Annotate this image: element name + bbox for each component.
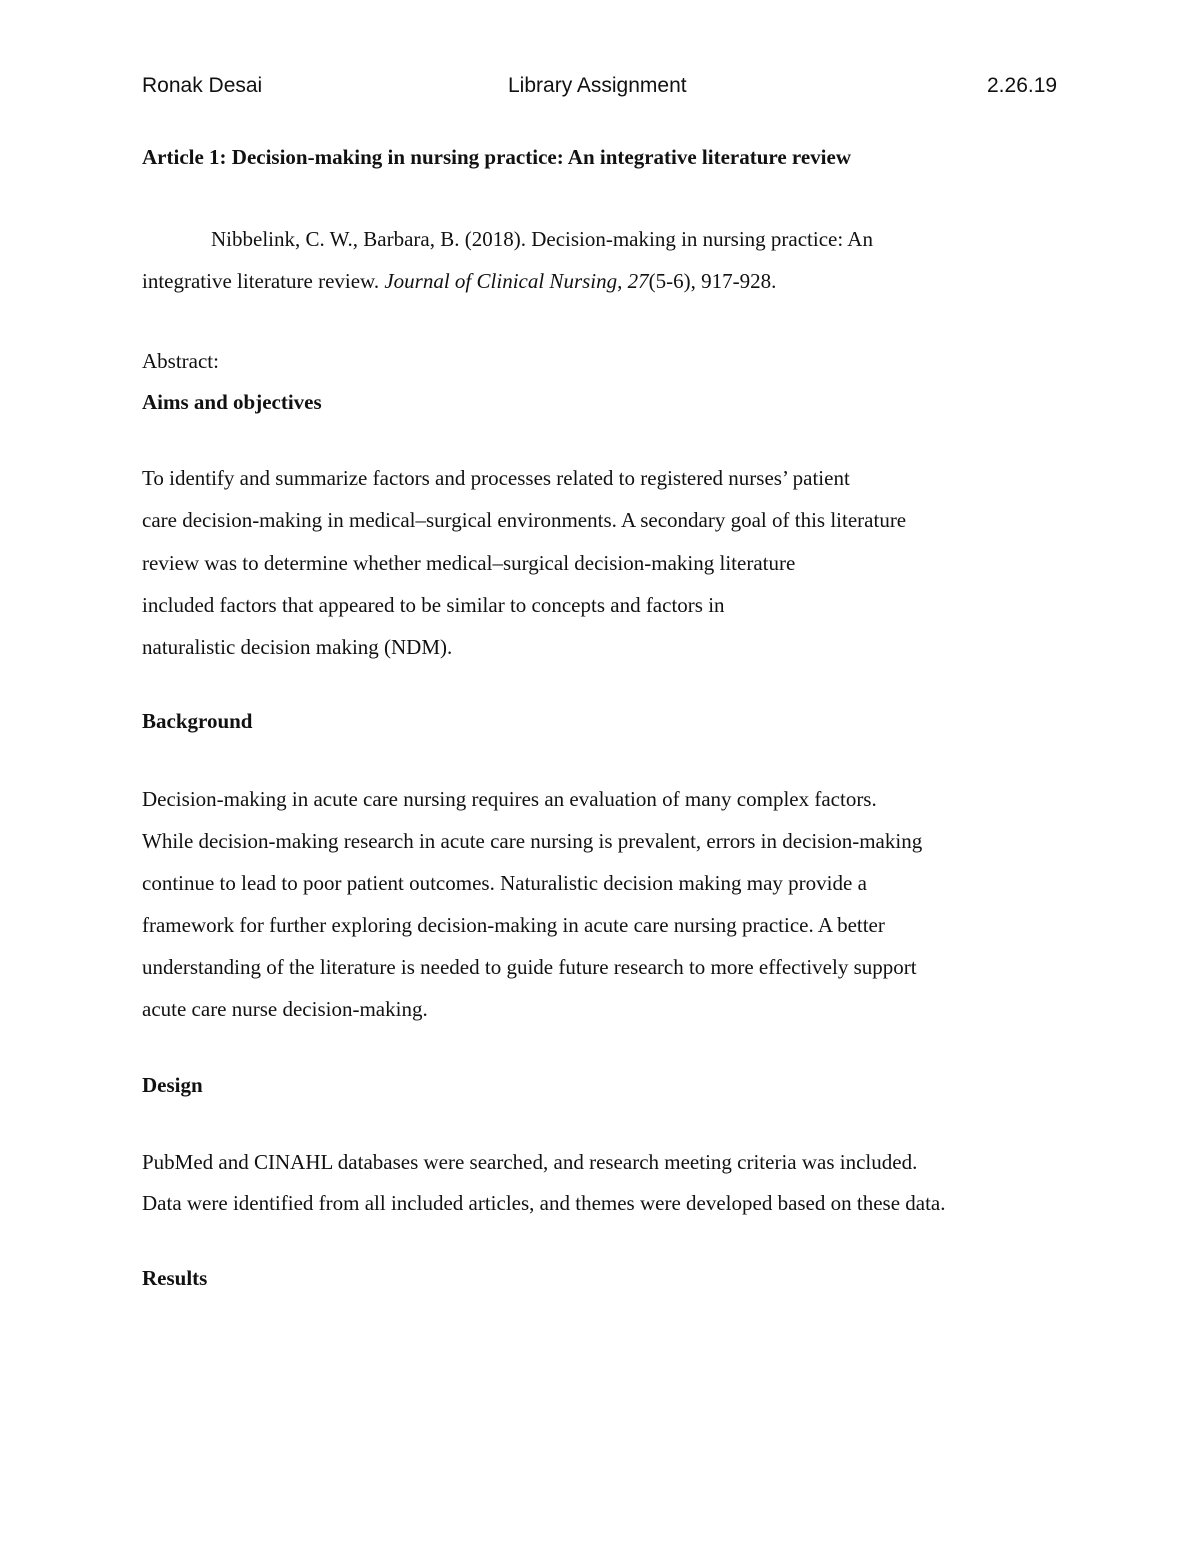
background-line: acute care nurse decision-making. bbox=[142, 997, 428, 1021]
aims-line: review was to determine whether medical–surgical decision-making literature bbox=[142, 551, 796, 575]
background-line: continue to lead to poor patient outcomes. Naturalistic decision making may provide a bbox=[142, 871, 867, 895]
abstract-label: Abstract: bbox=[142, 349, 219, 373]
header-date: 2.26.19 bbox=[987, 74, 1058, 97]
aims-line: included factors that appeared to be similar to concepts and factors in bbox=[142, 593, 725, 617]
background-line: understanding of the literature is needed to guide future research to more effectively support bbox=[142, 955, 917, 979]
background-line: While decision-making research in acute care nursing is prevalent, errors in decision-making bbox=[142, 829, 923, 853]
design-line: Data were identified from all included articles, and themes were developed based on these data. bbox=[142, 1191, 946, 1215]
aims-line: naturalistic decision making (NDM). bbox=[142, 635, 453, 659]
aims-heading: Aims and objectives bbox=[142, 390, 322, 414]
header-author: Ronak Desai bbox=[142, 74, 263, 97]
citation-issue: (5-6), 917-928. bbox=[648, 269, 777, 293]
article-heading: Article 1: Decision-making in nursing practice: An integrative literature review bbox=[142, 145, 852, 169]
aims-line: care decision-making in medical–surgical environments. A secondary goal of this literature bbox=[142, 508, 907, 532]
background-heading: Background bbox=[142, 709, 253, 733]
aims-line: To identify and summarize factors and processes related to registered nurses’ patient bbox=[142, 466, 850, 490]
citation-journal: Journal of Clinical Nursing, 27 bbox=[384, 269, 649, 293]
header-title: Library Assignment bbox=[508, 74, 687, 97]
background-line: framework for further exploring decision-making in acute care nursing practice. A better bbox=[142, 913, 885, 937]
results-heading: Results bbox=[142, 1266, 208, 1290]
citation-line-1: Nibbelink, C. W., Barbara, B. (2018). Decision-making in nursing practice: An bbox=[211, 227, 873, 251]
citation-line-2 bbox=[142, 268, 776, 294]
background-line: Decision-making in acute care nursing requires an evaluation of many complex factors. bbox=[142, 787, 877, 811]
design-heading: Design bbox=[142, 1073, 203, 1097]
citation-text: integrative literature review. bbox=[142, 269, 385, 293]
design-line: PubMed and CINAHL databases were searched, and research meeting criteria was included. bbox=[142, 1150, 918, 1174]
